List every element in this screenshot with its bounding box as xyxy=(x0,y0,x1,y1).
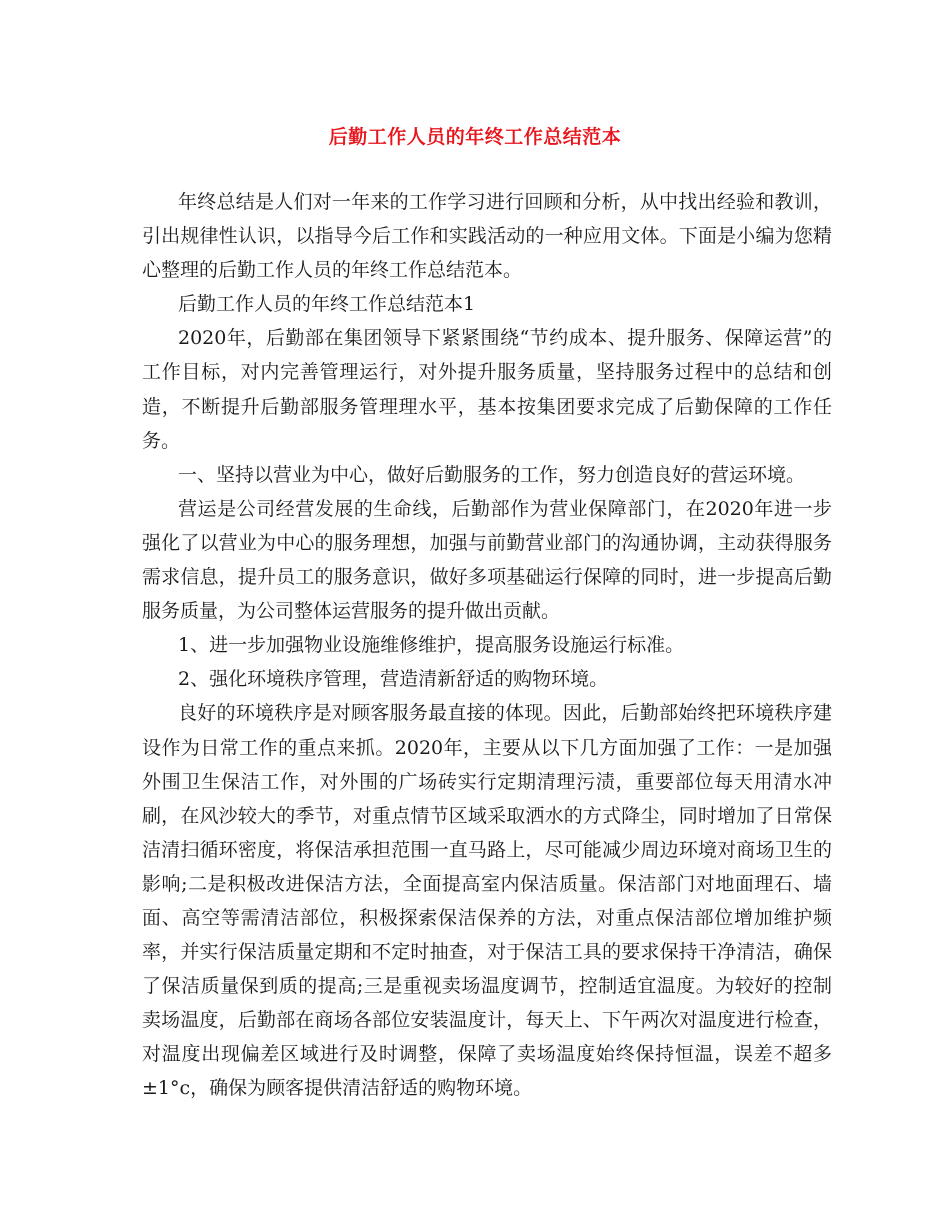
intro-paragraph: 年终总结是人们对一年来的工作学习进行回顾和分析，从中找出经验和教训，引出规律性认识，以指导今后工作和实践活动的一种应用文体。下面是小编为您精心整理的后勤工作人员的年终工作总结范本。 xyxy=(142,191,832,282)
body-paragraph: 良好的环境秩序是对顾客服务最直接的体现。因此，后勤部始终把环境秩序建设作为日常工作的重点来抓。2020年，主要从以下几方面加强了工作：一是加强外围卫生保洁工作，对外围的广场砖实行定期清理污渍，重要部位每天用清水冲刷，在风沙较大的季节，对重点情节区域采取洒水的方式降尘，同时增加了日常保洁清扫循环密度，将保洁承担范围一直马路上，尽可能减少周边环境对商场卫生的影响;二是积极改进保洁方法，全面提高室内保洁质量。保洁部门对地面理石、墙面、高空等需清洁部位，积极探索保洁保养的方法，对重点保洁部位增加维护频率，并实行保洁质量定期和不定时抽查，对于保洁工具的要求保持干净清洁，确保了保洁质量保到质的提高;三是重视卖场温度调节，控制适宜温度。为较好的控制卖场温度，后勤部在商场各部位安装温度计，每天上、下午两次对温度进行检查，对温度出现偏差区域进行及时调整，保障了卖场温度始终保持恒温，误差不超多±1°c，确保为顾客提供清洁舒适的购物环境。 xyxy=(142,702,832,1100)
subsection-heading: 一、坚持以营业为中心，做好后勤服务的工作，努力创造良好的营运环境。 xyxy=(178,463,806,486)
body-paragraph: 营运是公司经营发展的生命线，后勤部作为营业保障部门，在2020年进一步强化了以营业为中心的服务理想，加强与前勤营业部门的沟通协调，主动获得服务需求信息，提升员工的服务意识，做好多项基础运行保障的同时，进一步提高后勤服务质量，为公司整体运营服务的提升做出贡献。 xyxy=(142,497,832,623)
document-title: 后勤工作人员的年终工作总结范本 xyxy=(328,126,622,148)
body-paragraph: 2020年，后勤部在集团领导下紧紧围绕“节约成本、提升服务、保障运营”的工作目标，对内完善管理运行，对外提升服务质量，坚持服务过程中的总结和创造，不断提升后勤部服务管理理水平，基本按集团要求完成了后勤保障的工作任务。 xyxy=(142,327,832,452)
list-item: 2、强化环境秩序管理，营造清新舒适的购物环境。 xyxy=(178,668,609,691)
document-body xyxy=(142,185,832,1106)
section-heading: 后勤工作人员的年终工作总结范本1 xyxy=(178,293,476,316)
list-item: 1、进一步加强物业设施维修维护，提高服务设施运行标准。 xyxy=(178,634,685,657)
